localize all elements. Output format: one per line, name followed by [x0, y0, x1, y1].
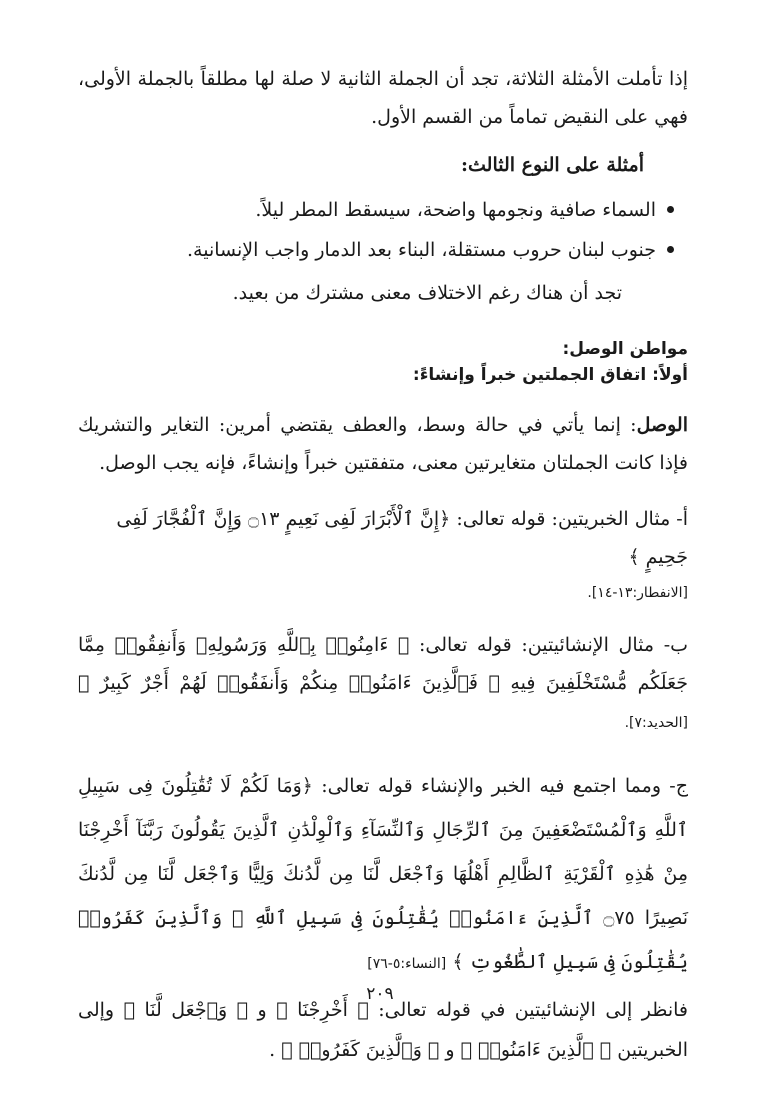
- examples-heading: أمثلة على النوع الثالث:: [461, 154, 644, 176]
- wasl-term: الوصل: [636, 414, 688, 436]
- example-b-intro: ب- مثال الإنشائيتين: قوله تعالى:: [409, 634, 688, 656]
- wasl-text: : إنما يأتي في حالة وسط، والعطف يقتضي أمرين: التغاير والتشريك فإذا كانت الجملتان متغايرتين معنى، متفقتين خبراً وإنشاءً، فإنه يجب الوصل.: [78, 414, 688, 474]
- example-a-reference-line: [78, 576, 688, 608]
- example-a-intro: أ- مثال الخبريتين: قوله تعالى:: [450, 508, 688, 530]
- closing-quote-1: ﴿ أَخْرِجْنَا ﴾: [276, 999, 369, 1021]
- example-a-verse: ﴿إِنَّ ٱلْأَبْرَارَ لَفِى نَعِيمٍ ۝١٣ وَإِنَّ ٱلْفُجَّارَ لَفِى جَحِيمٍ ﴾: [116, 508, 688, 568]
- closing-and-2: و: [439, 1039, 461, 1061]
- closing-text-2: وإلى الخبريتين: [78, 999, 688, 1061]
- list-item: [78, 230, 674, 270]
- closing-quote-3: ﴿ ٱلَّذِينَ ءَامَنُوا۟ ﴾: [460, 1039, 612, 1061]
- example-a-reference: [الانفطار:١٣-١٤].: [587, 585, 688, 601]
- closing-quote-2: ﴿ وَٱجْعَل لَّنَا ﴾: [123, 999, 249, 1021]
- section-subtitle: أولاً: اتفاق الجملتين خبراً وإنشاءً:: [412, 365, 688, 385]
- list-item-text: السماء صافية ونجومها واضحة، سيسقط المطر ليلاً.: [255, 199, 656, 221]
- closing-end: .: [269, 1039, 282, 1061]
- wasl-definition: [78, 406, 688, 482]
- list-item-text: جنوب لبنان حروب مستقلة، البناء بعد الدمار واجب الإنسانية.: [187, 239, 656, 261]
- page-body: [78, 60, 688, 1070]
- list-item: [78, 190, 674, 230]
- conclusion-line: تجد أن هناك رغم الاختلاف معنى مشترك من بعيد.: [232, 282, 622, 304]
- bullet-icon: [667, 206, 674, 213]
- example-b-verse: ﴿ ءَامِنُوا۟ بِٱللَّهِ وَرَسُولِهِۦ وَأَنفِقُوا۟ مِمَّا جَعَلَكُم مُّسْتَخْلَفِينَ فِيهِ ۖ فَٱلَّذِينَ ءَامَنُوا۟ مِنكُمْ وَأَنفَقُوا۟ لَهُمْ أَجْرٌ كَبِيرٌ ﴾: [78, 634, 688, 694]
- example-b: [78, 626, 688, 742]
- closing-quote-4: ﴿ وَٱلَّذِينَ كَفَرُوا۟ ﴾: [281, 1039, 440, 1061]
- example-b-reference: [الحديد:٧].: [624, 715, 688, 731]
- bullet-icon: [667, 246, 674, 253]
- examples-list: [78, 190, 688, 270]
- example-a: [78, 500, 688, 576]
- page-number: ٢٠٩: [366, 984, 394, 1004]
- closing-and-1: و: [248, 999, 277, 1021]
- example-c: [78, 764, 688, 986]
- example-c-reference: [النساء:٥-٧٦]: [367, 956, 447, 972]
- intro-paragraph: إذا تأملت الأمثلة الثلاثة، تجد أن الجملة الثانية لا صلة لها مطلقاً بالجملة الأولى، فهي على النقيض تماماً من القسم الأول.: [78, 68, 688, 128]
- example-c-verse: ﴿وَمَا لَكُمْ لَا تُقَٰتِلُونَ فِى سَبِيلِ ٱللَّهِ وَٱلْمُسْتَضْعَفِينَ مِنَ ٱلرِّجَالِ وَٱلنِّسَآءِ وَٱلْوِلْدَٰنِ ٱلَّذِينَ يَقُولُونَ رَبَّنَآ أَخْرِجْنَا مِنْ هَٰذِهِ ٱلْقَرْيَةِ ٱلظَّالِمِ أَهْلُهَا وَٱجْعَل لَّنَا مِن لَّدُنكَ وَلِيًّا وَٱجْعَل لَّنَا مِن لَّدُنكَ نَصِيرًا ۝٧٥ ٱلَّذِينَ ءَامَنُوا۟ يُقَٰتِلُونَ فِى سَبِيلِ ٱللَّهِ ۖ وَٱلَّذِينَ كَفَرُوا۟ يُقَٰتِلُونَ فِى سَبِيلِ ٱلطَّٰغُوتِ ﴾: [78, 775, 688, 973]
- closing-text-1: فانظر إلى الإنشائيتين في قوله تعالى:: [368, 999, 688, 1021]
- example-c-intro: ج- ومما اجتمع فيه الخبر والإنشاء قوله تعالى:: [312, 775, 688, 797]
- section-title: مواطن الوصل:: [562, 339, 688, 359]
